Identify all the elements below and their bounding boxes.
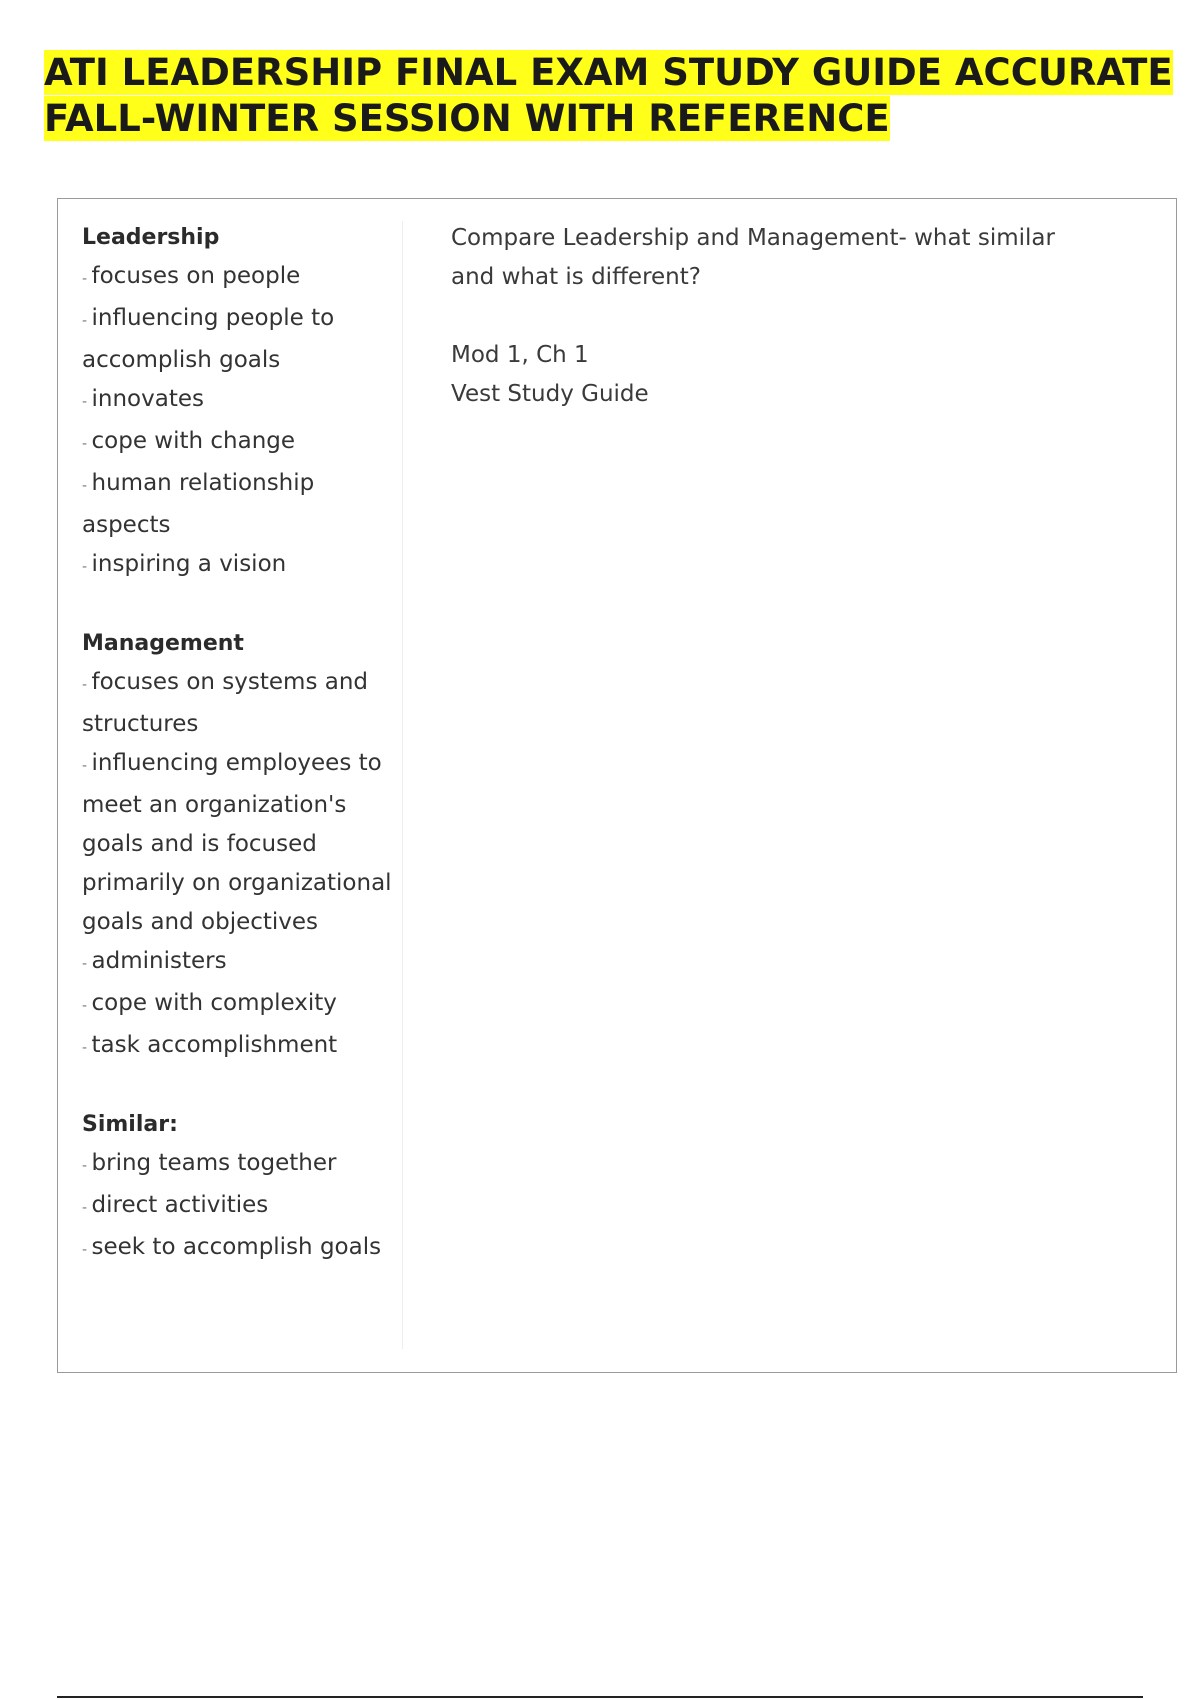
similar-list: [82, 1144, 392, 1270]
list-item: - seek to accomplish goals: [82, 1228, 392, 1270]
answer-column: [82, 219, 392, 1270]
flashcard: [57, 198, 1177, 1373]
list-item: - cope with change: [82, 422, 392, 464]
list-item: - focuses on systems and structures: [82, 663, 392, 744]
list-item: - administers: [82, 942, 392, 984]
list-item: - human relationship aspects: [82, 464, 392, 545]
section-title-similar: Similar:: [82, 1112, 178, 1137]
title-highlight: ATI LEADERSHIP FINAL EXAM STUDY GUIDE ACCURATE FALL-WINTER SESSION WITH REFERENCE: [44, 51, 1173, 140]
question-column: [451, 219, 1091, 414]
list-item: - direct activities: [82, 1186, 392, 1228]
reference-source: Vest Study Guide: [451, 381, 649, 407]
column-divider: [402, 221, 403, 1349]
section-title-management: Management: [82, 631, 244, 656]
management-list: [82, 663, 392, 1068]
question-text: Compare Leadership and Management- what similar and what is different?: [451, 225, 1055, 290]
list-item: - focuses on people: [82, 257, 392, 299]
list-item: - inspiring a vision: [82, 545, 392, 587]
list-item: - influencing people to accomplish goals: [82, 299, 392, 380]
list-item: - influencing employees to meet an organization's goals and is focused primarily on organizational goals and objectives: [82, 744, 392, 942]
list-item: - bring teams together: [82, 1144, 392, 1186]
list-item: - innovates: [82, 380, 392, 422]
list-item: - cope with complexity: [82, 984, 392, 1026]
leadership-list: [82, 257, 392, 587]
document-title: [44, 50, 1184, 142]
reference-module: Mod 1, Ch 1: [451, 342, 589, 368]
list-item: - task accomplishment: [82, 1026, 392, 1068]
section-title-leadership: Leadership: [82, 225, 220, 250]
footer-divider: [57, 1696, 1143, 1698]
